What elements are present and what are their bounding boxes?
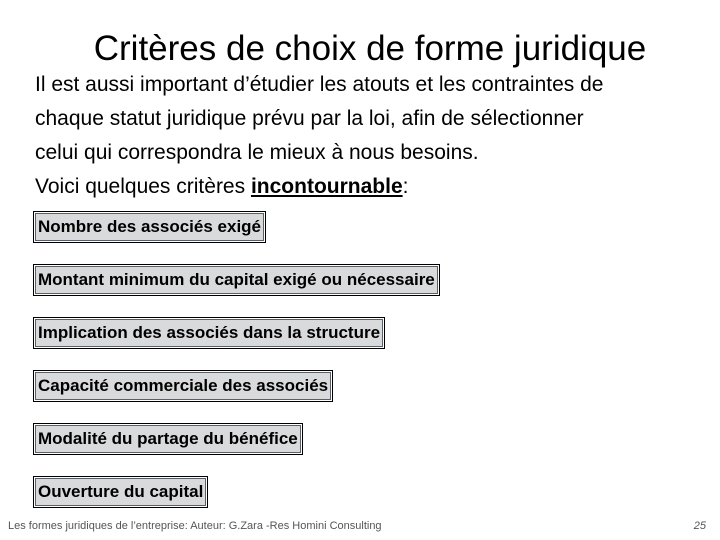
page-number: 25: [693, 520, 706, 532]
footer-text: Les formes juridiques de l’entreprise: Auteur: G.Zara -Res Homini Consulting: [8, 520, 382, 532]
criteria-list: [33, 211, 440, 529]
criterion-box-minimum-capital: Montant minimum du capital exigé ou nécessaire: [33, 264, 440, 296]
intro-line-1: Il est aussi important d’étudier les atouts et les contraintes de: [35, 73, 604, 96]
slide-title: Critères de choix de forme juridique: [93, 29, 647, 68]
intro-line-4-prefix: Voici quelques critères: [35, 175, 251, 198]
intro-paragraph: [35, 68, 705, 204]
criterion-box-profit-sharing: Modalité du partage du bénéfice: [33, 423, 303, 455]
intro-line-4-suffix: :: [402, 175, 409, 198]
intro-line-4: [35, 170, 705, 204]
criterion-box-associates-involvement: Implication des associés dans la structure: [33, 317, 385, 349]
criterion-box-commercial-capacity: Capacité commerciale des associés: [33, 370, 333, 402]
intro-line-2: chaque statut juridique prévu par la loi, afin de sélectionner: [35, 107, 584, 130]
intro-emphasis-word: incontournable: [250, 175, 403, 198]
criterion-box-associates-count: Nombre des associés exigé: [33, 211, 266, 243]
intro-line-3: celui qui correspondra le mieux à nous besoins.: [35, 141, 479, 164]
criterion-box-capital-opening: Ouverture du capital: [33, 476, 208, 508]
